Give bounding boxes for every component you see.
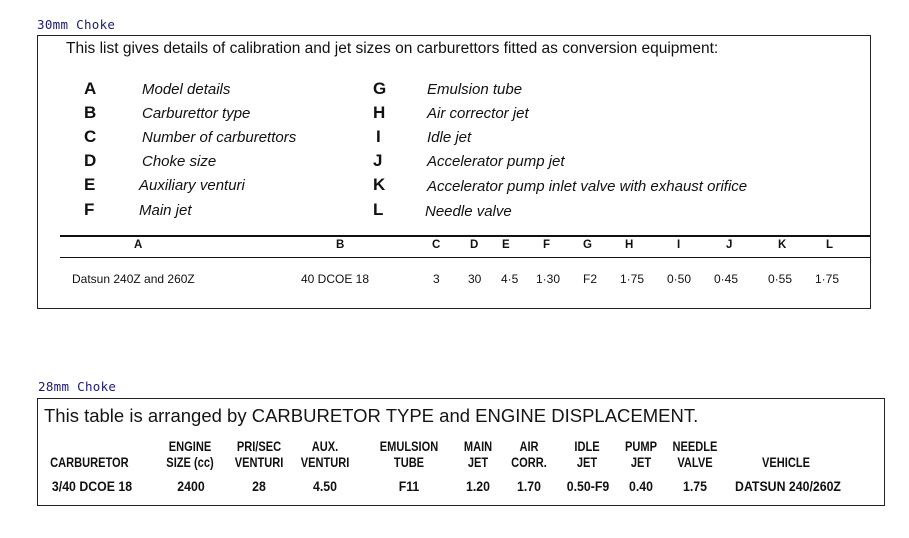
- column-header: H: [625, 239, 634, 251]
- key-text: Emulsion tube: [427, 81, 523, 98]
- column-header: D: [470, 239, 479, 251]
- key-text: Carburettor type: [142, 105, 251, 122]
- cell-main-jet: 1.20: [466, 478, 490, 494]
- cell-venturi: 28: [252, 478, 266, 494]
- cell-idle: 0·50: [667, 272, 692, 286]
- key-text: Needle valve: [425, 203, 512, 220]
- column-header: CARBURETOR: [50, 455, 129, 470]
- column-header: J: [726, 239, 733, 251]
- intro-30mm: This list gives details of calibration and jet sizes on carburettors fitted as conversion equipment:: [66, 40, 719, 57]
- cell-accel-valve: 0·55: [768, 272, 793, 286]
- key-text: Auxiliary venturi: [139, 177, 245, 194]
- table-header-rule: [60, 257, 870, 258]
- column-header: EMULSION TUBE: [379, 439, 439, 470]
- cell-needle-valve: 1.75: [683, 478, 707, 494]
- table-top-rule: [60, 235, 870, 237]
- key-text: Idle jet: [427, 129, 472, 146]
- column-header: AIR CORR.: [511, 439, 547, 470]
- column-header: L: [826, 239, 834, 251]
- column-header: IDLE JET: [574, 439, 600, 470]
- caption-28mm: 28mm Choke: [38, 379, 117, 394]
- column-header: ENGINE SIZE (cc): [166, 439, 214, 470]
- cell-aux-venturi: 4.50: [313, 478, 337, 494]
- column-header: B: [336, 239, 345, 251]
- key-text: Air corrector jet: [427, 105, 529, 122]
- column-header: AUX. VENTURI: [300, 439, 350, 470]
- key-letter: H: [373, 103, 386, 122]
- cell-emulsion-tube: F11: [398, 478, 420, 494]
- key-text: Accelerator pump inlet valve with exhaust orifice: [427, 178, 748, 195]
- cell-idle-jet: 0.50-F9: [566, 478, 610, 494]
- key-letter: B: [84, 103, 97, 122]
- key-letter: I: [376, 127, 381, 146]
- column-header: K: [778, 239, 787, 251]
- key-letter: K: [373, 175, 386, 194]
- column-header: PRI/SEC VENTURI: [234, 439, 284, 470]
- cell-aux-venturi: 4·5: [501, 272, 519, 286]
- key-letter: C: [84, 127, 97, 146]
- key-text: Number of carburettors: [142, 129, 297, 146]
- column-header: G: [583, 239, 592, 251]
- carburetor-table-box: [37, 398, 885, 506]
- key-letter: E: [84, 175, 96, 194]
- key-letter: L: [373, 200, 384, 219]
- column-header: A: [134, 239, 143, 251]
- key-letter: A: [84, 79, 97, 98]
- cell-engine-size: 2400: [177, 478, 205, 494]
- cell-vehicle: DATSUN 240/260Z: [735, 478, 841, 494]
- column-header: F: [543, 239, 551, 251]
- column-header: C: [432, 239, 441, 251]
- cell-pump-jet: 0.40: [629, 478, 653, 494]
- key-text: Choke size: [142, 153, 217, 170]
- column-header: I: [677, 239, 681, 251]
- cell-air-corr: 1·75: [620, 272, 645, 286]
- key-letter: D: [84, 151, 97, 170]
- calibration-list-box: [37, 35, 871, 309]
- key-letter: G: [373, 79, 387, 98]
- key-text: Main jet: [139, 202, 192, 219]
- key-letter: F: [84, 200, 95, 219]
- column-header: E: [502, 239, 510, 251]
- cell-emulsion: F2: [583, 272, 598, 286]
- cell-main-jet: 1·30: [536, 272, 561, 286]
- key-letter: J: [373, 151, 383, 170]
- cell-accel-jet: 0·45: [714, 272, 739, 286]
- key-text: Model details: [142, 81, 231, 98]
- column-header: MAIN JET: [463, 439, 493, 470]
- cell-air-corr: 1.70: [517, 478, 541, 494]
- column-header: PUMP JET: [624, 439, 657, 470]
- cell-choke: 30: [468, 272, 482, 286]
- column-header: VEHICLE: [762, 455, 810, 470]
- cell-num-carbs: 3: [433, 272, 440, 286]
- cell-carb-type: 40 DCOE 18: [301, 272, 370, 286]
- key-text: Accelerator pump jet: [427, 153, 565, 170]
- cell-carburetor: 3/40 DCOE 18: [51, 478, 133, 494]
- cell-model: Datsun 240Z and 260Z: [72, 272, 195, 286]
- intro-28mm: This table is arranged by CARBURETOR TYPE and ENGINE DISPLACEMENT.: [44, 405, 699, 426]
- caption-30mm: 30mm Choke: [37, 17, 116, 32]
- column-header: NEEDLE VALVE: [672, 439, 718, 470]
- cell-needle: 1·75: [815, 272, 840, 286]
